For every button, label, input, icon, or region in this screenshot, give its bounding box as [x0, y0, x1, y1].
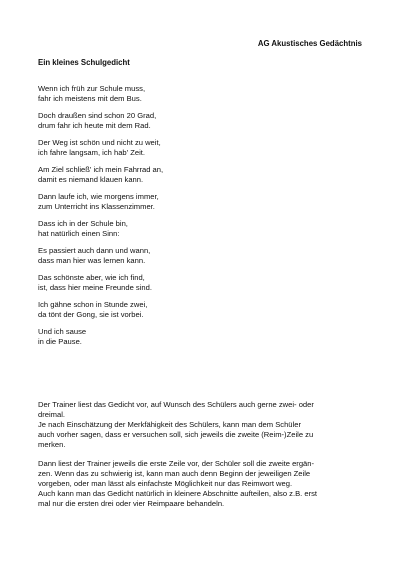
- instruction-line: merken.: [38, 440, 66, 449]
- poem-line: Doch draußen sind schon 20 Grad,: [38, 111, 157, 120]
- poem-stanza: [38, 300, 358, 320]
- poem-stanza: [38, 219, 358, 239]
- poem-line: hat natürlich einen Sinn:: [38, 229, 120, 238]
- instruction-line: Der Trainer liest das Gedicht vor, auf Wunsch des Schülers auch gerne zwei- oder: [38, 400, 314, 409]
- poem-line: Und ich sause: [38, 327, 87, 336]
- poem-line: ich fahre langsam, ich hab' Zeit.: [38, 148, 145, 157]
- poem-line: Dann laufe ich, wie morgens immer,: [38, 192, 159, 201]
- instruction-line: mal nur die ersten drei oder vier Reimpaare behandeln.: [38, 499, 225, 508]
- trainer-instructions: [38, 400, 368, 518]
- instruction-line: auch vorher sagen, dass er versuchen soll, sich jeweils die zweite (Reim-)Zeile zu: [38, 430, 314, 439]
- poem-line: damit es niemand klauen kann.: [38, 175, 144, 184]
- instruction-line: Je nach Einschätzung der Merkfähigkeit des Schülers, kann man dem Schüler: [38, 420, 301, 429]
- poem-line: Dass ich in der Schule bin,: [38, 219, 128, 228]
- document-header: AG Akustisches Gedächtnis: [257, 39, 362, 48]
- instruction-paragraph: [38, 400, 368, 450]
- instruction-line: zen. Wenn das zu schwierig ist, kann man auch denn Beginn der jeweiligen Zeile: [38, 469, 311, 478]
- poem-line: da tönt der Gong, sie ist vorbei.: [38, 310, 144, 319]
- poem-stanza: [38, 273, 358, 293]
- poem-line: Ich gähne schon in Stunde zwei,: [38, 300, 148, 309]
- poem-line: Es passiert auch dann und wann,: [38, 246, 151, 255]
- poem-stanza: [38, 138, 358, 158]
- instruction-line: Auch kann man das Gedicht natürlich in kleinere Abschnitte aufteilen, also z.B. erst: [38, 489, 318, 498]
- instruction-line: dreimal.: [38, 410, 66, 419]
- poem-line: Das schönste aber, wie ich find,: [38, 273, 145, 282]
- poem-line: zum Unterricht ins Klassenzimmer.: [38, 202, 155, 211]
- poem-title: Ein kleines Schulgedicht: [38, 58, 130, 67]
- instruction-paragraph: [38, 459, 368, 509]
- poem-line: fahr ich meistens mit dem Bus.: [38, 94, 142, 103]
- instruction-line: vorgeben, oder man lässt als einfachste Möglichkeit nur das Reimwort weg.: [38, 479, 293, 488]
- poem-body: [38, 84, 358, 354]
- poem-line: Der Weg ist schön und nicht zu weit,: [38, 138, 161, 147]
- poem-line: dass man hier was lernen kann.: [38, 256, 146, 265]
- poem-line: Am Ziel schließ' ich mein Fahrrad an,: [38, 165, 164, 174]
- poem-line: drum fahr ich heute mit dem Rad.: [38, 121, 151, 130]
- instruction-line: Dann liest der Trainer jeweils die erste Zeile vor, der Schüler soll die zweite ergän-: [38, 459, 315, 468]
- poem-stanza: [38, 84, 358, 104]
- poem-line: Wenn ich früh zur Schule muss,: [38, 84, 146, 93]
- poem-line: in die Pause.: [38, 337, 82, 346]
- poem-stanza: [38, 246, 358, 266]
- poem-stanza: [38, 327, 358, 347]
- poem-stanza: [38, 111, 358, 131]
- poem-stanza: [38, 165, 358, 185]
- poem-stanza: [38, 192, 358, 212]
- poem-line: ist, dass hier meine Freunde sind.: [38, 283, 152, 292]
